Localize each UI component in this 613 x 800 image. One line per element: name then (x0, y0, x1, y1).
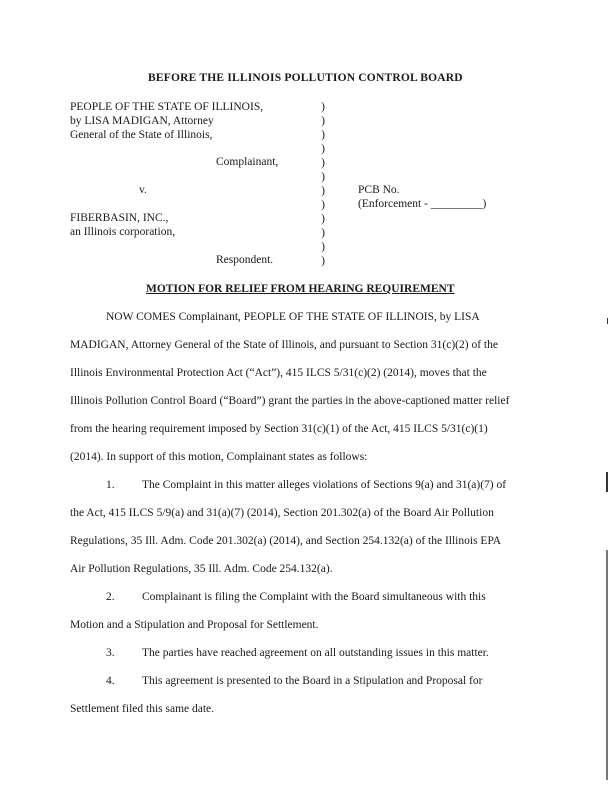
intro-line: Illinois Pollution Control Board (“Board”) grant the parties in the above-captioned matter relief (70, 395, 510, 407)
paragraph-line: Regulations, 35 Ill. Adm. Code 201.302(a) (2014), and Section 254.132(a) of the Illinois EPA (70, 535, 502, 547)
caption-divider: ) (321, 101, 325, 113)
paragraph-number: 4. (106, 675, 115, 687)
complainant-label: Complainant, (216, 156, 279, 168)
caption-divider: ) (321, 115, 325, 127)
caption-divider: ) (321, 255, 325, 267)
versus-label: v. (139, 184, 147, 196)
paragraph-line: Complainant is filing the Complaint with the Board simultaneous with this (142, 591, 486, 603)
scan-artifact (607, 318, 608, 324)
defendant-line-2: an Illinois corporation, (70, 226, 176, 238)
paragraph-number: 3. (106, 647, 115, 659)
paragraph-line: This agreement is presented to the Board in a Stipulation and Proposal for (142, 675, 483, 687)
paragraph-line: Settlement filed this same date. (70, 703, 215, 715)
scan-artifact (606, 472, 608, 492)
paragraph-line: Air Pollution Regulations, 35 Ill. Adm. Code 254.132(a). (70, 563, 333, 575)
caption-divider: ) (321, 129, 325, 141)
plaintiff-line-3: General of the State of Illinois, (70, 129, 213, 141)
paragraph-line: The Complaint in this matter alleges violations of Sections 9(a) and 31(a)(7) of (142, 479, 507, 491)
plaintiff-line-2: by LISA MADIGAN, Attorney (70, 115, 214, 127)
caption-divider: ) (321, 213, 325, 225)
caption-divider: ) (321, 143, 325, 155)
intro-line: NOW COMES Complainant, PEOPLE OF THE STATE OF ILLINOIS, by LISA (106, 311, 480, 323)
motion-title: MOTION FOR RELIEF FROM HEARING REQUIREMENT (146, 283, 455, 295)
intro-line: Illinois Environmental Protection Act (“Act”), 415 ILCS 5/31(c)(2) (2014), moves that the (70, 367, 487, 379)
paragraph-line: the Act, 415 ILCS 5/9(a) and 31(a)(7) (2014), Section 201.302(a) of the Board Air Pollution (70, 507, 494, 519)
intro-line: from the hearing requirement imposed by Section 31(c)(1) of the Act, 415 ILCS 5/31(c)(1) (70, 423, 488, 435)
caption-divider: ) (321, 227, 325, 239)
caption-divider: ) (321, 241, 325, 253)
case-type-label: (Enforcement - _________) (358, 198, 487, 210)
caption-divider: ) (321, 185, 325, 197)
board-title: BEFORE THE ILLINOIS POLLUTION CONTROL BOARD (148, 72, 463, 84)
case-number-label: PCB No. (358, 184, 400, 196)
defendant-line-1: FIBERBASIN, INC., (70, 212, 169, 224)
respondent-label: Respondent. (216, 254, 274, 266)
caption-divider: ) (321, 199, 325, 211)
plaintiff-line-1: PEOPLE OF THE STATE OF ILLINOIS, (70, 101, 264, 113)
scan-artifact (606, 550, 608, 780)
caption-divider: ) (321, 157, 325, 169)
paragraph-line: Motion and a Stipulation and Proposal for Settlement. (70, 619, 319, 631)
paragraph-line: The parties have reached agreement on all outstanding issues in this matter. (142, 647, 489, 659)
intro-line: (2014). In support of this motion, Complainant states as follows: (70, 451, 368, 463)
caption-divider: ) (321, 171, 325, 183)
paragraph-number: 1. (106, 479, 115, 491)
intro-line: MADIGAN, Attorney General of the State of Illinois, and pursuant to Section 31(c)(2) of the (70, 339, 498, 351)
paragraph-number: 2. (106, 591, 115, 603)
